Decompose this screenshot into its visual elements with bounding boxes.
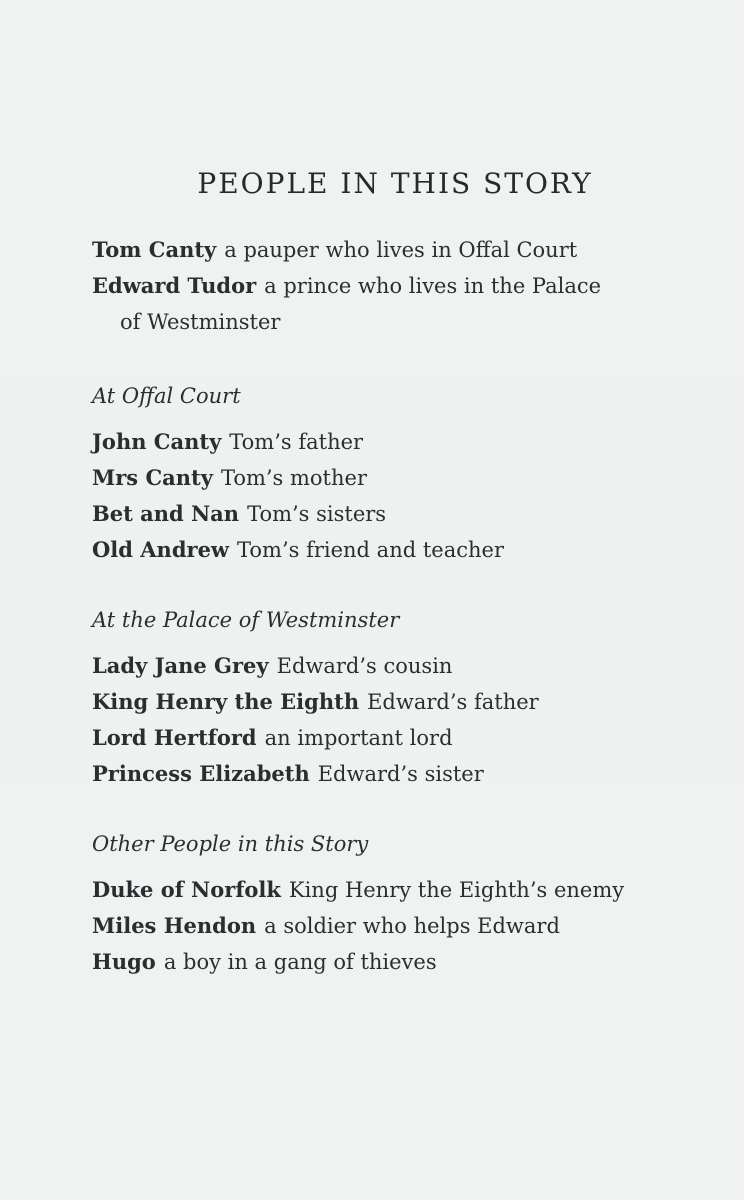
person-name: King Henry the Eighth [92,689,360,714]
person-name: Princess Elizabeth [92,761,310,786]
section-heading: Other People in this Story [92,832,369,856]
person-entry [92,720,692,756]
person-name: Duke of Norfolk [92,877,281,902]
person-description: Tom’s mother [220,466,367,490]
person-entry [92,908,692,944]
person-name: Hugo [92,949,156,974]
person-name: Bet and Nan [92,501,240,526]
person-description: a prince who lives in the Palace [264,274,602,298]
person-description: a soldier who helps Edward [264,914,560,938]
person-description: Tom’s sisters [247,502,387,526]
section-other-people [92,826,692,980]
person-name: Lord Hertford [92,725,257,750]
person-description: an important lord [264,726,453,750]
person-description: Tom’s father [229,430,364,454]
page-title: PEOPLE IN THIS STORY [197,166,593,200]
person-description: Edward’s father [367,690,539,714]
person-entry [92,232,692,268]
person-entry [92,268,692,340]
person-entry [92,872,692,908]
person-name: Edward Tudor [92,273,257,298]
person-entry [92,496,692,532]
person-description: Tom’s friend and teacher [237,538,504,562]
people-list [92,232,692,980]
person-description: a boy in a gang of thieves [163,950,437,974]
person-name: John Canty [92,429,222,454]
person-description: Edward’s sister [317,762,484,786]
person-description-continued: of Westminster [120,310,281,334]
person-entry [92,756,692,792]
person-entry [92,460,692,496]
person-entry [92,944,692,980]
person-name: Old Andrew [92,537,230,562]
intro-section [92,232,692,340]
person-name: Lady Jane Grey [92,653,269,678]
section-heading: At the Palace of Westminster [92,608,400,632]
person-description: Edward’s cousin [276,654,453,678]
section-palace-of-westminster [92,602,692,792]
person-name: Tom Canty [92,237,217,262]
person-entry [92,424,692,460]
person-entry [92,684,692,720]
person-entry [92,648,692,684]
person-entry [92,532,692,568]
person-name: Mrs Canty [92,465,213,490]
section-heading: At Offal Court [92,384,241,408]
person-name: Miles Hendon [92,913,257,938]
person-description: King Henry the Eighth’s enemy [288,878,625,902]
section-offal-court [92,378,692,568]
person-description: a pauper who lives in Offal Court [224,238,578,262]
